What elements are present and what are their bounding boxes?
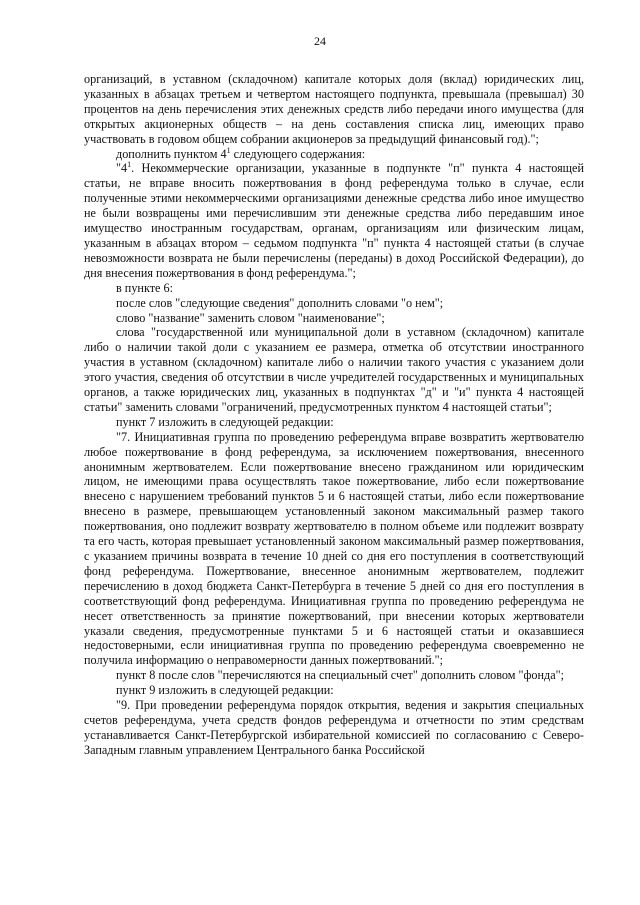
paragraph-amend-point-4-1 — [84, 147, 584, 162]
superscript: 1 — [226, 145, 231, 155]
paragraph-text: "7. Инициативная группа по проведению референдума вправе возвратить жертвователю любое пожертвование в фонд референдума, за исключением пожертвования, внесенного анонимным жертвователем. Если пожертвование внесено гражданином или юридическим лицом, не имеющими права осуществлять такое пожертвование, либо если пожертвование внесено с нарушением требований пунктов 5 и 6 настоящей статьи, либо если пожертвование внесено в размере, превышающем установленный законом максимальный размер такого пожертвования, оно подлежит возврату жертвователю в полном объеме или подлежит возврату та его часть, которая превышает установленный законом максимальный размер пожертвования, с указанием причины возврата в течение 10 дней со дня его поступления в соответствующий фонд референдума. Пожертвование, внесенное анонимным жертвователем, подлежит перечислению в доход бюджета Санкт-Петербурга в течение 5 дней со дня его поступления в соответствующий фонд референдума. Инициативная группа по проведению референдума не несет ответственность за принятие пожертвований, при внесении которых жертвователи указали сведения, предусмотренные пунктами 5 и 6 настоящей статьи и оказавшиеся недостоверными, если инициативная группа по проведению референдума своевременно не получила информацию о неправомерности данных пожертвований."; — [84, 429, 584, 668]
superscript: 1 — [127, 160, 132, 170]
paragraph-text: после слов "следующие сведения" дополнить словами "о нем"; — [116, 295, 444, 310]
paragraph-text: организаций, в уставном (складочном) капитале которых доля (вклад) юридических лиц, указанных в абзацах третьем и четвертом настоящего подпункта, превышала (превышал) 30 процентов на день перечисления этих денежных средств либо передачи иного имущества (для открытых акционерных обществ – на день составления списка лиц, имеющих право участвовать в годовом общем собрании акционеров за предыдущий финансовый год)."; — [84, 72, 584, 146]
paragraph-text: дополнить пунктом 4 — [116, 146, 227, 161]
paragraph-text: пункт 9 изложить в следующей редакции: — [116, 683, 334, 698]
paragraph-text: следующего содержания: — [230, 146, 366, 161]
paragraph-point-6-b — [84, 311, 584, 326]
paragraph-point-9-text — [84, 698, 584, 758]
paragraph-text: слово "название" заменить словом "наименование"; — [116, 310, 385, 325]
document-body — [84, 72, 584, 758]
paragraph-point-8 — [84, 668, 584, 683]
paragraph-continuation — [84, 72, 584, 147]
paragraph-text: . Некоммерческие организации, указанные в подпункте "п" пункта 4 настоящей статьи, не вправе вносить пожертвования в фонд референдума только в случае, если полученные этими некоммерческими организациями денежные средства либо иное имущество не были возвращены ими перечислившим эти денежные средства либо передавшим иное имущество иностранным государствам, органам, организациям или физическим лицам, указанным в абзацах втором – седьмом подпункта "п" пункта 4 настоящей статьи (в случае невозможности возврата не были перечислены (переданы) в доход Российской Федерации), до дня внесения пожертвования в фонд референдума."; — [84, 161, 584, 280]
paragraph-point-6-a — [84, 296, 584, 311]
paragraph-point-4-1-text — [84, 161, 584, 280]
paragraph-point-6 — [84, 281, 584, 296]
paragraph-point-6-c — [84, 325, 584, 414]
paragraph-text: слова "государственной или муниципальной доли в уставном (складочном) капитале либо о наличии такой доли с указанием ее размера, отметка об отсутствии иностранного участия в уставном (складочном) капитале либо о наличии такого участия с указанием доли этого участия, сведения об отсутствии в числе учредителей государственных и муниципальных органов, а также юридических лиц, указанных в подпунктах "д" и "и" пункта 4 настоящей статьи" заменить словами "ограничений, предусмотренных пунктом 4 настоящей статьи"; — [84, 325, 584, 414]
paragraph-text: "9. При проведении референдума порядок открытия, ведения и закрытия специальных счетов референдума, учета средств фондов референдума и отчетности по этим средствам устанавливается Санкт-Петербургской избирательной комиссией по согласованию с Северо-Западным главным управлением Центрального банка Российской — [84, 698, 584, 757]
page-number: 24 — [314, 34, 326, 48]
paragraph-text: пункт 7 изложить в следующей редакции: — [116, 414, 334, 429]
paragraph-point-7-text — [84, 430, 584, 669]
paragraph-text: в пункте 6: — [116, 280, 173, 295]
paragraph-point-9 — [84, 683, 584, 698]
paragraph-point-7 — [84, 415, 584, 430]
paragraph-text: пункт 8 после слов "перечисляются на специальный счет" дополнить словом "фонда"; — [116, 668, 564, 683]
paragraph-text: "4 — [116, 161, 128, 176]
